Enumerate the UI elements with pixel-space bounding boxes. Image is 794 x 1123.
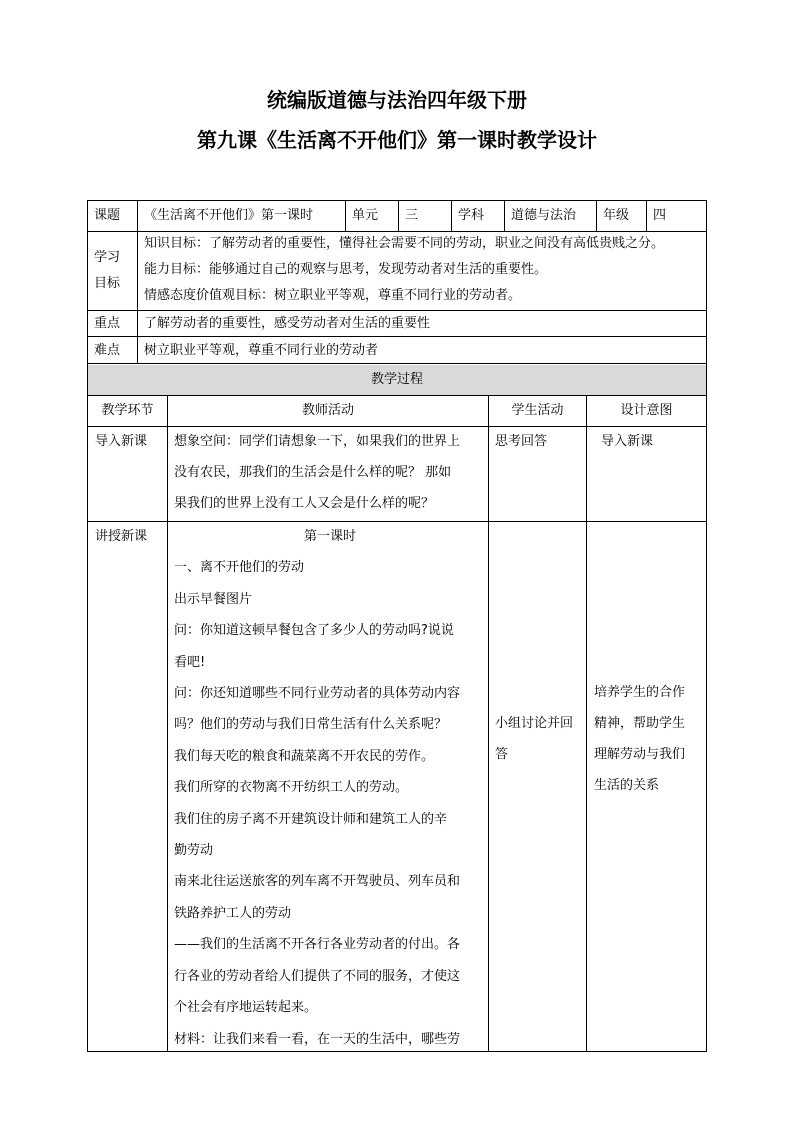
objectives-label-line1: 学习	[94, 250, 121, 265]
teacher-line: 吗？他们的劳动与我们日常生活有什么关系呢？	[174, 717, 448, 733]
student-line: 答	[495, 747, 509, 762]
subject-value: 道德与法治	[511, 208, 577, 223]
difficulty-label: 难点	[94, 343, 121, 358]
document-title: 统编版道德与法治四年级下册	[267, 88, 527, 112]
key-point-label: 重点	[94, 316, 121, 331]
teacher-line: 勤劳动	[174, 843, 214, 859]
teacher-line: 看吧!	[174, 654, 206, 670]
teacher-line: 我们住的房子离不开建筑设计师和建筑工人的辛	[174, 811, 448, 827]
intro-student-activity: 思考回答	[495, 434, 548, 449]
unit-value: 三	[405, 208, 419, 223]
grade-value: 四	[653, 208, 667, 223]
new-lesson-intent	[594, 677, 685, 801]
teacher-line: ——我们的生活离不开各行各业劳动者的付出。各	[174, 937, 461, 953]
unit-label: 单元	[352, 208, 379, 223]
teacher-line: 出示早餐图片	[174, 591, 253, 607]
intro-teacher-activity	[174, 426, 460, 519]
objective-attitude: 情感态度价值观目标：树立职业平等观，尊重不同行业的劳动者。	[144, 288, 522, 303]
objective-ability: 能力目标：能够通过自己的观察与思考，发现劳动者对生活的重要性。	[144, 262, 548, 277]
intro-intent: 导入新课	[601, 434, 654, 449]
subject-label: 学科	[458, 208, 485, 223]
teacher-line: 问：你知道这顿早餐包含了多少人的劳动吗?说说	[174, 623, 454, 639]
teacher-line: 个社会有序地运转起来。	[174, 1000, 318, 1016]
teacher-line-lesson-period: 第一课时	[303, 529, 356, 544]
col-header-teacher: 教师活动	[301, 403, 354, 418]
intent-line: 生活的关系	[594, 778, 660, 793]
new-lesson-teacher-activity	[174, 521, 486, 1055]
new-lesson-stage: 讲授新课	[95, 529, 148, 544]
teacher-line: 我们所穿的衣物离不开纺织工人的劳动。	[174, 780, 409, 796]
intent-line: 培养学生的合作	[594, 685, 686, 700]
student-line: 小组讨论并回	[495, 716, 574, 731]
course-label: 课题	[94, 208, 121, 223]
objective-knowledge: 知识目标：了解劳动者的重要性，懂得社会需要不同的劳动，职业之间没有高低贵贱之分。	[144, 236, 665, 251]
teacher-line: 问：你还知道哪些不同行业劳动者的具体劳动内容	[174, 686, 461, 702]
teacher-line: 铁路养护工人的劳动	[174, 905, 292, 921]
difficulty-value: 树立职业平等观，尊重不同行业的劳动者	[144, 343, 379, 358]
col-header-intent: 设计意图	[620, 403, 673, 418]
intent-line: 精神，帮助学生	[594, 716, 686, 731]
intro-teacher-line: 想象空间：同学们请想象一下，如果我们的世界上	[174, 434, 461, 449]
teacher-line: 我们每天吃的粮食和蔬菜离不开农民的劳作。	[174, 748, 435, 764]
intro-stage: 导入新课	[95, 434, 148, 449]
teacher-line: 一、离不开他们的劳动	[174, 560, 305, 576]
teacher-line: 材料：让我们来看一看，在一天的生活中，哪些劳	[174, 1031, 461, 1047]
new-lesson-student-activity	[495, 708, 573, 770]
intro-teacher-line: 没有农民，那我们的生活会是什么样的呢？ 那如	[174, 465, 452, 480]
objectives-label-line2: 目标	[94, 276, 121, 291]
intent-line: 理解劳动与我们	[594, 747, 686, 762]
course-value: 《生活离不开他们》第一课时	[144, 208, 314, 223]
teacher-line: 南来北往运送旅客的列车离不开驾驶员、列车员和	[174, 874, 461, 890]
col-header-stage: 教学环节	[101, 403, 154, 418]
intro-teacher-line: 果我们的世界上没有工人又会是什么样的呢？	[174, 496, 435, 511]
process-heading: 教学过程	[370, 372, 423, 387]
teacher-line: 行各业的劳动者给人们提供了不同的服务，才使这	[174, 968, 461, 984]
col-header-student: 学生活动	[511, 403, 564, 418]
grade-label: 年级	[603, 208, 630, 223]
document-subtitle: 第九课《生活离不开他们》第一课时教学设计	[197, 128, 597, 152]
key-point-value: 了解劳动者的重要性，感受劳动者对生活的重要性	[144, 316, 431, 331]
